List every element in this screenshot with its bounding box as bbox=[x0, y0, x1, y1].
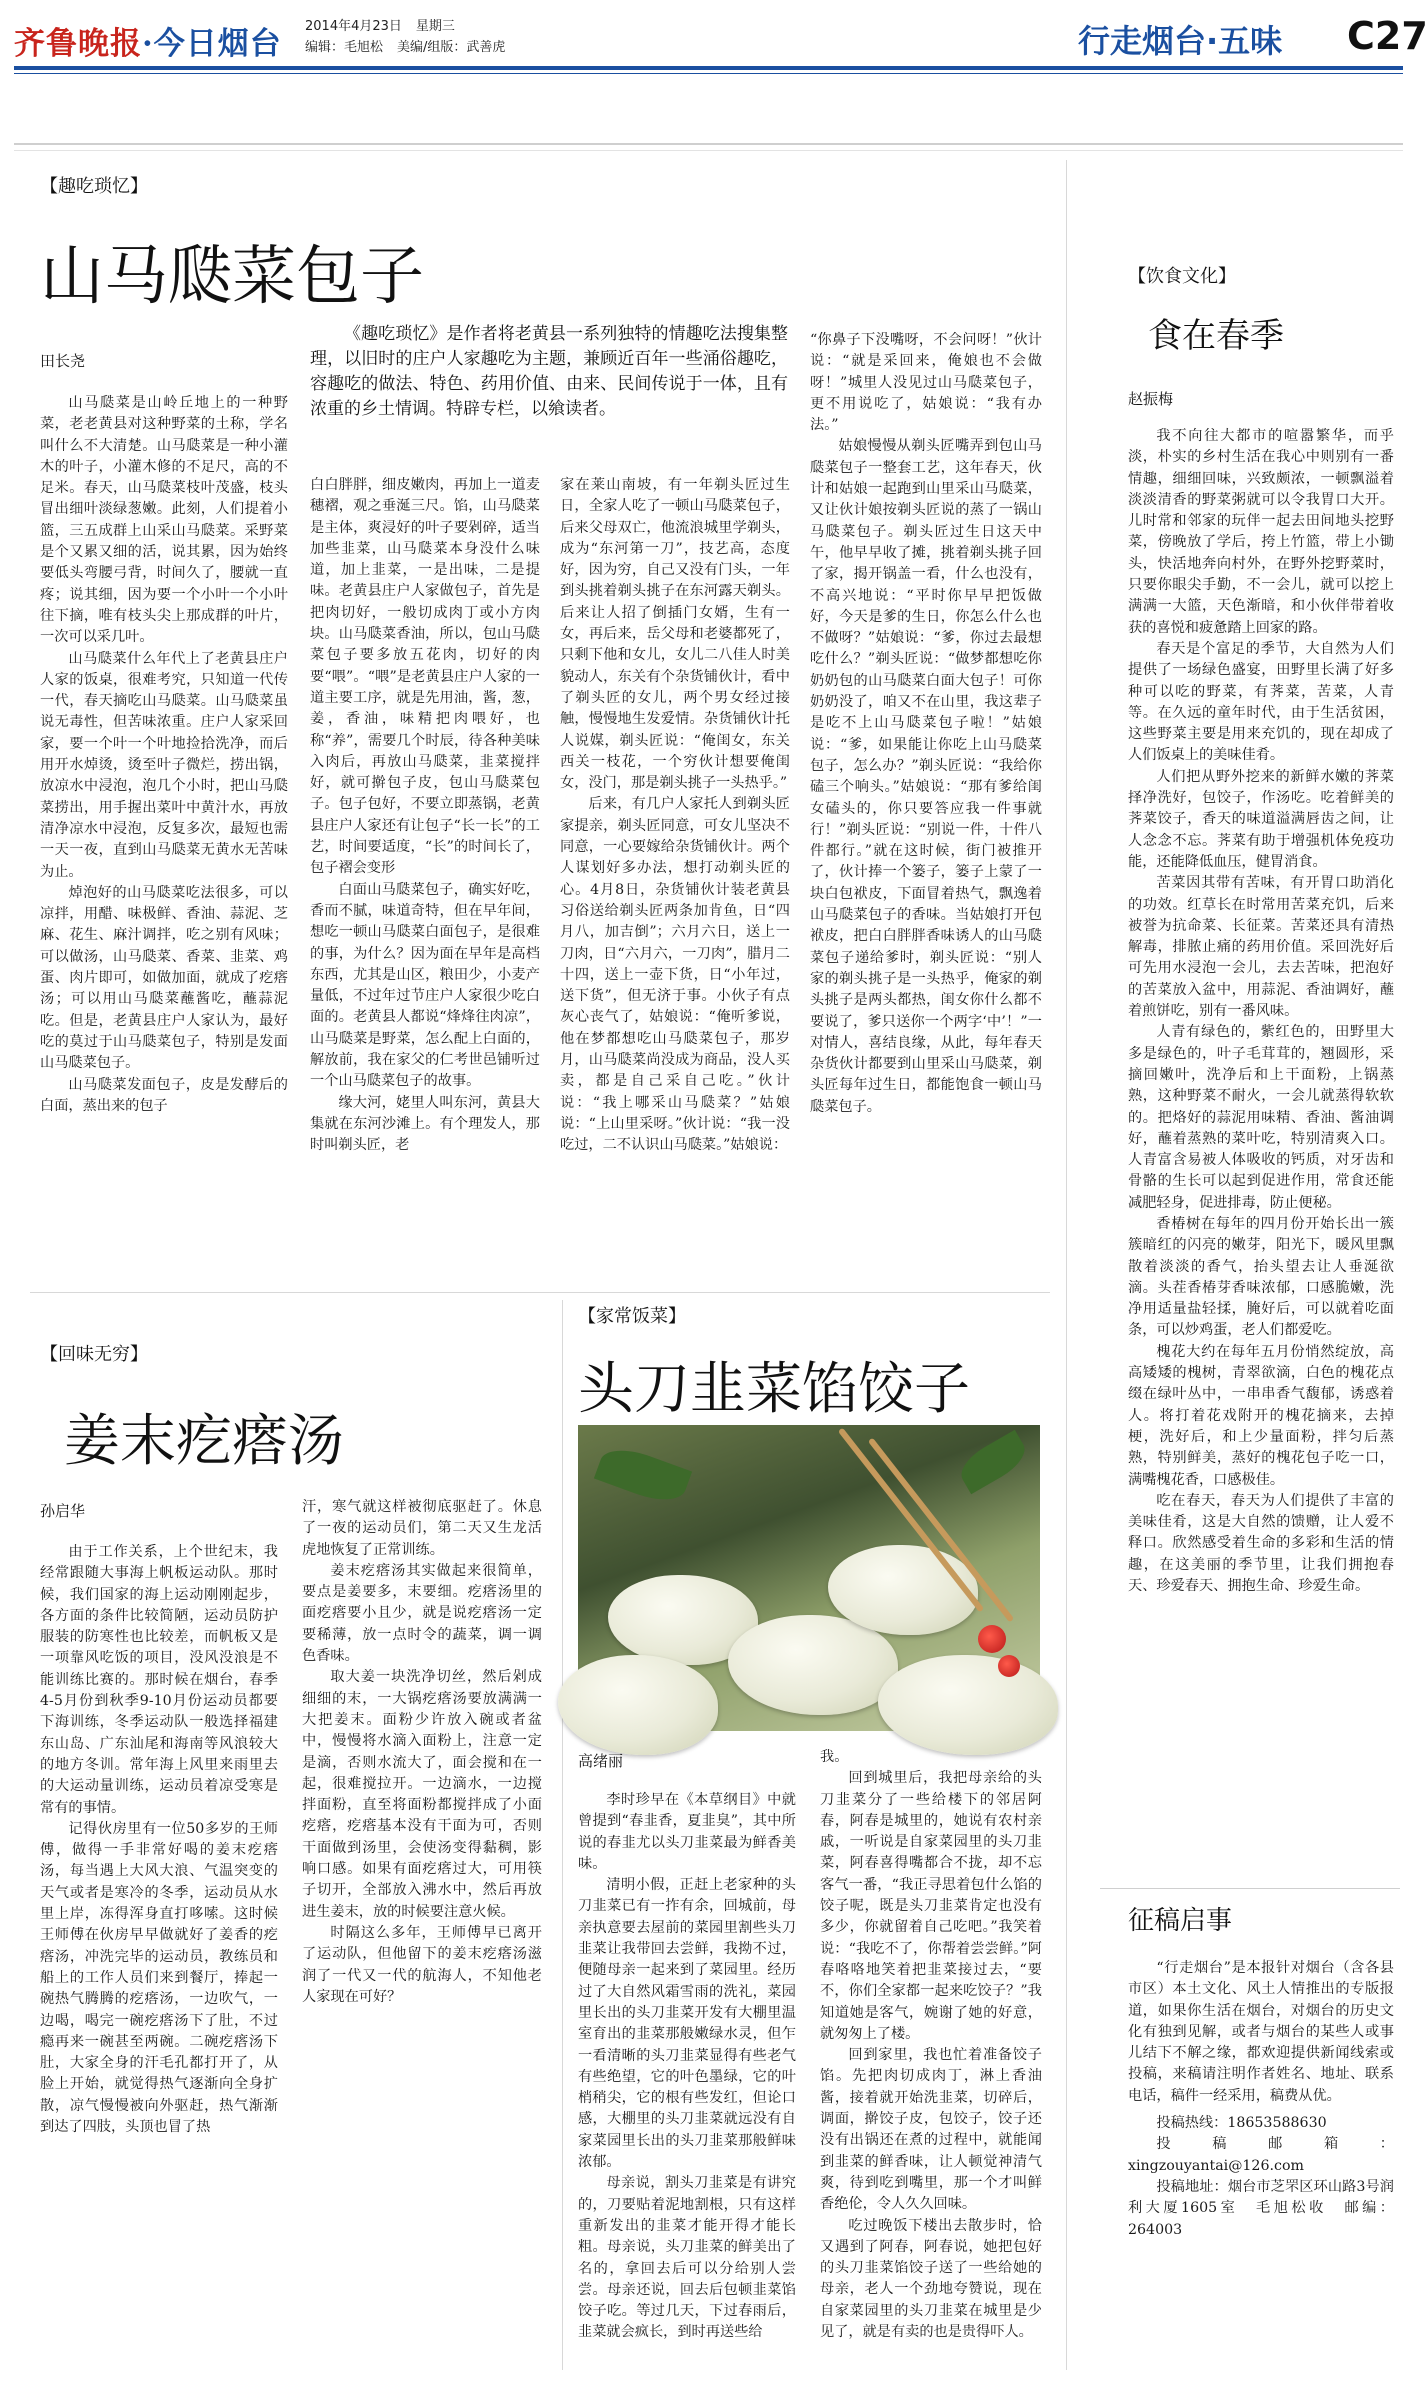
paragraph: 我。 bbox=[820, 1749, 849, 1765]
section-title: 行走烟台·五味 bbox=[1078, 22, 1283, 60]
notice-phone: 投稿热线：18653588630 bbox=[1156, 2115, 1327, 2132]
paragraph: 清明小假，正赶上老家种的头刀韭菜已有一拃有余，回城前，母亲执意要去屋前的菜园里割些头刀韭菜让我带回去尝鲜，我拗不过，便随母亲一起来到了菜园里。经历过了大自然风霜雪雨的洗礼，菜园里长出的头刀韭菜开发有大棚里温室育出的韭菜那般嫩绿水灵，但乍一看清晰的头刀韭菜显得有些老气有些绝望，它的叶色墨绿，它的叶梢稍尖，它的根有些发红，但论口感，大棚里的头刀韭菜就远没有自家菜园里长出的头刀韭菜那般鲜味浓郁。 bbox=[578, 1877, 796, 2171]
article1-title: 山马瓞菜包子 bbox=[40, 240, 424, 314]
paragraph: 记得伙房里有一位50多岁的王师傅，做得一手非常好喝的姜末疙瘩汤，每当遇上大风大浪、气温突变的天气或者是寒冷的冬季，运动员从水里上岸，冻得浑身直打哆嗦。这时候王师傅在伙房早早做就好了姜香的疙瘩汤，冲洗完毕的运动员，教练员和船上的工作人员们来到餐厅，捧起一碗热气腾腾的疙瘩汤，一边吹气，一边喝，喝完一碗疙瘩汤下了肚，不过瘾再来一碗甚至两碗。二碗疙瘩汤下肚，大家全身的汗毛孔都打开了，从脸上开始，就觉得热气逐渐向全身扩散，凉气慢慢被向外驱赶，热气渐渐到达了四肢，头顶也冒了热 bbox=[40, 1820, 278, 2136]
paragraph: 回到城里后，我把母亲给的头刀韭菜分了一些给楼下的邻居阿春，阿春是城里的，她说有农村亲戚，一听说是自家菜园里的头刀韭菜，阿春喜得嘴都合不拢，却不忘客气一番，“我正寻思着包什么馅的饺子呢，既是头刀韭菜肯定也没有多少，你就留着自己吃吧。”我笑着说：“我吃不了，你帮着尝尝鲜。”阿春咯咯地笑着把韭菜接过去，“要不，你们全家都一起来吃饺子？”我知道她是客气，婉谢了她的好意，就匆匆上了楼。 bbox=[820, 1770, 1042, 2042]
paragraph: 回到家里，我也忙着准备饺子馅。先把肉切成肉丁，淋上香油酱，接着就开始洗韭菜，切碎后，调面，擀饺子皮，包饺子，饺子还没有出锅还在煮的过程中，就能闻到韭菜的鲜香味，让人顿觉神清气爽，待到吃到嘴里，那一个才叫鲜香绝伦，令人久久回味。 bbox=[820, 2047, 1042, 2213]
article1-column-4 bbox=[810, 330, 1042, 1283]
article3-title: 头刀韭菜馅饺子 bbox=[578, 1357, 970, 1422]
article3-author: 高绪丽 bbox=[578, 1752, 624, 1770]
paragraph: 苦菜因其带有苦味，有开胃口助消化的功效。红草长在时常用苦菜充饥，后来被誉为抗命菜、长征菜。苦菜还具有清热解毒，排脓止痛的药用价值。采回洗好后可先用水浸泡一会儿，去去苦味，把泡好的苦菜放入盆中，用蒜泥、香油调好，蘸着煎饼吃，别有一番风味。 bbox=[1128, 875, 1394, 1020]
paragraph: 吃在春天，春天为人们提供了丰富的美味佳肴，这是大自然的馈赠，让人爱不释口。欣然感受着生命的多彩和生活的情趣，在这美丽的季节里，让我们拥抱春天、珍爱春天、拥抱生命、珍爱生命。 bbox=[1128, 1492, 1394, 1595]
paragraph: 姑娘慢慢从剃头匠嘴弄到包山马瓞菜包子一整套工艺，这年春天，伙计和姑娘一起跑到山里采山马瓞菜，又让伙计娘按剃头匠说的蒸了一锅山马瓞菜包子。剃头匠过生日这天中午，他早早收了摊，挑着剃头挑子回了家，揭开锅盖一看，什么也没有，不高兴地说：“平时你早早把饭做好，今天是爹的生日，你怎么什么也不做呀？”姑娘说：“爹，你过去最想吃什么？”剃头匠说：“做梦都想吃你奶奶包的山马瓞菜白面大包子！可你奶奶没了，咱又不在山里，我这辈子是吃不上山马瓞菜包子啦！”姑娘说：“爹，如果能让你吃上山马瓞菜包子，怎么办？”剃头匠说：“我给你磕三个响头。”姑娘说：“那有爹给闺女磕头的，你只要答应我一件事就行！”剃头匠说：“别说一件，十件八件都行。”就在这时候，街门被推开了，伙计捧一个篓子，篓子上蒙了一块白包袱皮，下面冒着热气，飘逸着山马瓞菜包子的香味。当姑娘打开包袱皮，把白白胖胖香味诱人的山马瓞菜包子递给爹时，剃头匠说：“别人家的剃头挑子是一头热乎，俺家的剃头挑子是两头都热，闺女你什么都不要说了，爹只送你一个两字‘中’！”一对情人，喜结良缘，从此，每年春天杂货伙计都要到山里采山马瓞菜，剃头匠每年过生日，都能饱食一顿山马瓞菜包子。 bbox=[810, 438, 1042, 1115]
masthead-rule bbox=[14, 66, 1403, 70]
paragraph: 李时珍早在《本草纲目》中就曾提到“春韭香，夏韭臭”，其中所说的春韭尤以头刀韭菜最为鲜香美味。 bbox=[578, 1792, 796, 1872]
paragraph: 我不向往大都市的喧嚣繁华，而乎淡，朴实的乡村生活在我心中则别有一番情趣，细细回味，兴致颇浓，一顿飘溢着淡淡清香的野菜粥就可以令我胃口大开。儿时常和邻家的玩伴一起去田间地头挖野菜，傍晚放了学后，挎上竹篮，带上小锄头，快活地奔向村外，在野外挖野菜时，只要你眼尖手勤，不一会儿，就可以挖上满满一大篮，天色渐暗，和小伙伴带着收获的喜悦和疲惫踏上回家的路。 bbox=[1128, 428, 1394, 636]
paragraph: 由于工作关系，上个世纪末，我经常跟随大事海上帆板运动队。那时候，我们国家的海上运动刚刚起步，各方面的条件比较简陋，运动员防护服装的防寒性也比较差，而帆板又是一项靠风吃饭的项目，没风没浪是不能训练比赛的。那时候在烟台，春季4-5月份到秋季9-10月份运动员都要下海训练，冬季运动队一般选择福建东山岛、广东汕尾和海南等风浪较大的地方冬训。常年海上风里来雨里去的大运动量训练，运动员着凉受寒是常有的事情。 bbox=[40, 1544, 278, 1816]
article3-column-1 bbox=[578, 1790, 796, 2372]
notice-body bbox=[1128, 1958, 1394, 2368]
right-rail-divider bbox=[1066, 160, 1067, 2370]
article2-title: 姜末疙瘩汤 bbox=[64, 1409, 344, 1474]
article1-column-1 bbox=[40, 393, 288, 1283]
paragraph: 山马瓞菜发面包子，皮是发酵后的白面，蒸出来的包子 bbox=[40, 1076, 288, 1114]
article1-column-3 bbox=[560, 475, 790, 1283]
notice-divider bbox=[1100, 1888, 1400, 1889]
lower-column-divider bbox=[562, 1300, 563, 2370]
paragraph: 汗，寒气就这样被彻底驱赶了。休息了一夜的运动员们，第二天又生龙活虎地恢复了正常训练。 bbox=[302, 1499, 542, 1558]
page-number: C27 bbox=[1347, 14, 1428, 58]
article1-intro: 《趣吃琐忆》是作者将老黄县一系列独特的情趣吃法搜集整理，以旧时的庄户人家趣吃为主题，兼顾近百年一些涌俗趣吃，容趣吃的做法、特色、药用价值、由来、民间传说于一体，且有浓重的乡土情调。特辟专栏，以飨读者。 bbox=[310, 324, 788, 419]
article1-author: 田长尧 bbox=[40, 352, 86, 370]
notice-address: 投稿地址：烟台市芝罘区环山路3号润利大厦1605室 毛旭松收 邮编：264003 bbox=[1128, 2178, 1394, 2238]
paper-logo: 齐鲁晚报·今日烟台 bbox=[14, 26, 282, 62]
article4-tag: 【饮食文化】 bbox=[1128, 266, 1236, 287]
header-divider-thin bbox=[14, 150, 1403, 151]
article2-author: 孙启华 bbox=[40, 1502, 86, 1520]
article3-tag: 【家常饭菜】 bbox=[578, 1306, 686, 1327]
notice-text: “行走烟台”是本报针对烟台（含各县市区）本土文化、风土人情推出的专版报道，如果你生活在烟台，对烟台的历史文化有独到见解，或者与烟台的某些人或事儿结下不解之缘，都欢迎提供新闻线索或投稿，来稿请注明作者姓名、地址、联系电话，稿件一经采用，稿费从优。 bbox=[1128, 1960, 1394, 2104]
paragraph: 白白胖胖，细皮嫩肉，再加上一道麦穗褶，观之垂涎三尺。馅，山马瓞菜是主体，爽浸好的叶子要剁碎，适当加些韭菜，山马瓞菜本身没什么味道，加上韭菜，一是出味，二是提味。老黄县庄户人家做包子，首先是把肉切好，一般切成肉丁或小方肉块。山马瓞菜香油，所以，包山马瓞菜包子要多放五花肉，切好的肉要“喂”。“喂”是老黄县庄户人家的一道主要工序，就是先用油，酱，葱，姜，香油，味精把肉喂好，也称“养”，需要几个时辰，待各种美味入肉后，再放山马瓞菜，韭菜搅拌好，就可擀包子皮，包山马瓞菜包子。包子包好，不要立即蒸锅，老黄县庄户人家还有让包子“长一长”的工艺，时间要适度，“长”的时间长了，包子褶会变形 bbox=[310, 477, 540, 877]
paragraph: 白面山马瓞菜包子，确实好吃，香而不腻，味道奇特，但在早年间，想吃一顿山马瓞菜白面包子，是很难的事，为什么？因为面在早年是高档东西，尤其是山区，粮田少，小麦产量低，不过年过节庄户人家很少吃白面的。老黄县人都说“烽烽往肉凉”，山马瓞菜是野菜，怎么配上白面的，解放前，我在家父的仁考世邑铺听过一个山马瓞菜包子的故事。 bbox=[310, 881, 540, 1090]
issue-date: 2014年4月23日 bbox=[305, 19, 402, 34]
article3-column-2 bbox=[820, 1747, 1042, 2372]
article2-column-1 bbox=[40, 1542, 278, 2372]
article2-tag: 【回味无穷】 bbox=[40, 1344, 148, 1365]
issue-weekday: 星期三 bbox=[415, 19, 455, 34]
article4-body bbox=[1128, 426, 1394, 1874]
paragraph: 缘大河，姥里人叫东河，黄县大集就在东河沙滩上。有个理发人，那时叫剃头匠，老 bbox=[310, 1094, 540, 1154]
notice-title: 征稿启事 bbox=[1128, 1906, 1233, 1936]
paragraph: 家在莱山南坡，有一年剃头匠过生日，全家人吃了一顿山马瓞菜包子，后来父母双亡，他流浪城里学剃头，成为“东河第一刀”，技艺高，态度好，因为穷，自己又没有门头，一年到头挑着剃头挑子在东河露天剃头。后来让人招了倒插门女婿，生有一女，再后来，岳父母和老婆都死了，只剩下他和女儿，女儿二八佳人时美貌动人，东关有个杂货铺伙计，看中了剃头匠的女儿，两个男女经过接触，慢慢地生发爱情。杂货铺伙计托人说媒，剃头匠说：“俺闺女，东关西关一枝花，一个穷伙计想要俺闺女，没门，那是剃头挑子一头热乎。” bbox=[560, 477, 790, 792]
paragraph: 姜末疙瘩汤其实做起来很简单，要点是姜要多，末要细。疙瘩汤里的面疙瘩要小且少，就是说疙瘩汤一定要稀薄，放一点时令的蔬菜，调一调色香味。 bbox=[302, 1562, 542, 1665]
dumplings-photo bbox=[578, 1425, 1040, 1731]
designer-credit: 美编/组版：武善虎 bbox=[397, 40, 506, 55]
paragraph: 春天是个富足的季节，大自然为人们提供了一场绿色盛宴，田野里长满了好多种可以吃的野菜，有荠菜，苦菜，人青等。在久远的童年时代，由于生活贫困，这些野菜主要是用来充饥的，现在却成了人们饭桌上的美味佳肴。 bbox=[1128, 640, 1394, 764]
article1-column-2 bbox=[310, 475, 540, 1283]
paragraph: 人青有绿色的，紫红色的，田野里大多是绿色的，叶子毛茸茸的，翘圆形，采摘回嫩叶，洗净后和上干面粉，上锅蒸熟，这种野菜不耐火，一会儿就蒸得软软的。把烙好的蒜泥用味精、香油、酱油调好，蘸着蒸熟的菜叶吃，特别清爽入口。人青富含易被人体吸收的钙质，对牙齿和骨骼的生长可以起到促进作用，常食还能减肥轻身，促进排毒，防止便秘。 bbox=[1128, 1024, 1394, 1211]
edition-name: ·今日烟台 bbox=[142, 26, 282, 62]
article1-tag: 【趣吃琐忆】 bbox=[40, 176, 148, 197]
paragraph: 槐花大约在每年五月份悄然绽放，高高矮矮的槐树，青翠欲滴，白色的槐花点缀在绿叶丛中，一串串香气馥郁，诱惑着人。将打着花戏附开的槐花摘来，去掉梗，洗好后，和上少量面粉，拌匀后蒸熟，特别鲜美，蒸好的槐花包子吃一口，满嘴槐花香，口感极佳。 bbox=[1128, 1343, 1394, 1488]
article1-bottom-divider bbox=[30, 1292, 1050, 1293]
article4-title: 食在春季 bbox=[1148, 316, 1284, 356]
paragraph: 后来，有几户人家托人到剃头匠家提亲，剃头匠同意，可女儿坚决不同意，一心要嫁给杂货铺伙计。两个人谋划好多办法，想打动剃头匠的心。4月8日，杂货铺伙计装老黄县习俗送给剃头匠两条加肯鱼，日“四月八，加吉倒”；六月六日，送上一刀肉，日“六月六，一刀肉”，腊月二十四，送上一壶下货，日“小年过，送下货”，但无济于事。小伙子有点灰心丧气了，姑娘说：“俺听爹说，他在梦都想吃山马瓞菜包子，那岁月，山马瓞菜尚没成为商品，没人买卖，都是自己采自己吃。”伙计说：“我上哪采山马瓞菜？”姑娘说：“上山里采呀。”伙计说：“我一没吃过，二不认识山马瓞菜。”姑娘说： bbox=[560, 796, 790, 1154]
paragraph: 山马瓞菜什么年代上了老黄县庄户人家的饭桌，很难考究，只知道一代传一代，春天摘吃山马瓞菜。山马瓞菜虽说无毒性，但苦味浓重。庄户人家采回家，要一个叶一个叶地捡拾洗净，而后用开水焯烫，烫至叶子微烂，捞出锅，放凉水中浸泡，泡几个小时，把山马瓞菜捞出，用手握出菜叶中黄汁水，再放清净凉水中浸泡，反复多次，最短也需一天一夜，直到山马瓞菜无黄水无苦味为止。 bbox=[40, 650, 288, 880]
notice-email: 投稿邮箱：xingzouyantai@126.com bbox=[1128, 2136, 1394, 2174]
masthead-rule-thin bbox=[14, 73, 1403, 74]
issue-meta bbox=[305, 16, 519, 58]
paragraph: 山马瓞菜是山岭丘地上的一种野菜，老老黄县对这种野菜的土称，学名叫什么不大清楚。山马瓞菜是一种小灌木的叶子，小灌木修的不足尺，高的不足米。春天，山马瓞菜枝叶茂盛，枝头冒出细叶淡绿葱嫩。此刻，人们提着小篮，三五成群上山采山马瓞菜。采野菜是个又累又细的活，说其累，因为始终要低头弯腰弓背，时间久了，腰就一直疼；说其细，因为要一个小叶一个小叶往下摘，唯有枝头尖上那成群的叶片，一次可以采几叶。 bbox=[40, 395, 288, 646]
paragraph: 吃过晚饭下楼出去散步时，恰又遇到了阿春，阿春说，她把包好的头刀韭菜馅饺子送了一些给她的母亲，老人一个劲地夸赞说，现在自家菜园里的头刀韭菜在城里是少见了，就是有卖的也是贵得吓人。 bbox=[820, 2217, 1042, 2341]
paragraph: 人们把从野外挖来的新鲜水嫩的荠菜择净洗好，包饺子，作汤吃。吃着鲜美的荠菜饺子，香天的味道溢满唇齿之间，让人念念不忘。荠菜有助于增强机体免疫功能，还能降低血压，健胃消食。 bbox=[1128, 768, 1394, 870]
article2-column-2 bbox=[302, 1497, 542, 2372]
article4-author: 赵振梅 bbox=[1128, 390, 1174, 408]
paragraph: 母亲说，割头刀韭菜是有讲究的，刀要贴着泥地割根，只有这样重新发出的韭菜才能开得才能长粗。母亲说，头刀韭菜的鲜美出了名的，拿回去后可以分给别人尝尝。母亲还说，回去后包顿韭菜馅饺子吃。等过几天，下过春雨后，韭菜就会疯长，到时再送些给 bbox=[578, 2175, 796, 2341]
paragraph: “你鼻子下没嘴呀，不会问呀！”伙计说：“就是采回来，俺娘也不会做呀！”城里人没见过山马瓞菜包子，更不用说吃了，姑娘说：“我有办法。” bbox=[810, 332, 1042, 434]
editor-credit: 编辑：毛旭松 bbox=[305, 40, 384, 55]
paragraph: 取大姜一块洗净切丝，然后剁成细细的末，一大锅疙瘩汤要放满满一大把姜末。面粉少许放入碗或者盆中，慢慢将水滴入面粉上，注意一定是滴，否则水流大了，面会搅和在一起，很难搅拉开。一边滴水，一边搅拌面粉，直至将面粉都搅拌成了小面疙瘩，疙瘩基本没有干面为可，否则干面做到汤里，会使汤变得黏稠，影响口感。如果有面疙瘩过大，可用筷子切开，全部放入沸水中，然后再放进生姜末，放的时候要注意火候。 bbox=[302, 1669, 542, 1920]
paragraph: 香椿树在每年的四月份开始长出一簇簇暗红的闪亮的嫩芽，阳光下，暖风里飘散着淡淡的香气，抬头望去让人垂涎欲滴。头茬香椿芽香味浓郁，口感脆嫩，洗净用适量盐轻揉，腌好后，可以就着吃面条，可以炒鸡蛋，老人们都爱吃。 bbox=[1128, 1215, 1394, 1339]
header-divider bbox=[14, 143, 1403, 145]
paragraph: 时隔这么多年，王师傅早已离开了运动队，但他留下的姜末疙瘩汤滋润了一代又一代的航海人，不知他老人家现在可好？ bbox=[302, 1924, 542, 2005]
paragraph: 焯泡好的山马瓞菜吃法很多，可以凉拌，用醋、味极鲜、香油、蒜泥、芝麻、花生、麻汁调拌，吃之别有风味；可以做汤，山马瓞菜、香菜、韭菜、鸡蛋、肉片即可，如做加面，就成了疙瘩汤；可以用山马瓞菜蘸酱吃，蘸蒜泥吃。但是，老黄县庄户人家认为，最好吃的莫过于山马瓞菜包子，特别是发面山马瓞菜包子。 bbox=[40, 884, 288, 1072]
